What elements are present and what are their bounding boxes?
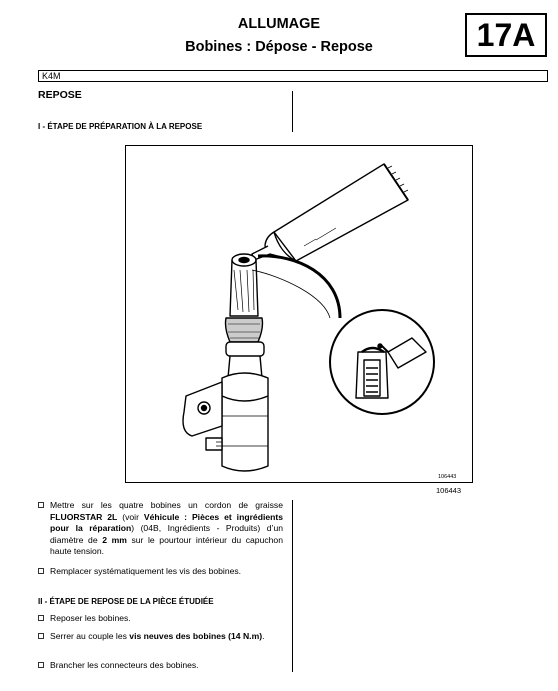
checkbox-bullet-icon [38,502,44,508]
coil-boot [226,254,265,378]
section-title: ALLUMAGE [237,16,321,32]
checkbox-bullet-icon [38,568,44,574]
step1-heading: I - ÉTAPE DE PRÉPARATION À LA REPOSE [38,122,203,131]
figure-frame [125,145,473,483]
reinstall-heading: REPOSE [38,89,82,101]
chapter-number: 17A [465,13,547,57]
list-item [38,660,283,672]
list-item [38,613,283,625]
list-item [38,566,283,578]
list-item-text: Brancher les connecteurs des bobines. [50,660,199,670]
coil-body [183,373,268,471]
list-item [38,631,283,643]
checkbox-bullet-icon [38,615,44,621]
column-divider-lower [292,500,293,672]
list-item [38,500,283,558]
grease-tube [248,164,409,261]
step2-heading: II - ÉTAPE DE REPOSE DE LA PIÈCE ÉTUDIÉE [38,597,214,606]
coil-grease-illustration [126,146,472,482]
callout-line [258,256,340,318]
engine-code: K4M [38,70,548,82]
list-item-text: Reposer les bobines. [50,613,131,623]
list-item-text: Serrer au couple les vis neuves des bobines (14 N.m). [50,631,265,641]
zoom-detail [330,310,434,414]
callout-line-thin [252,270,330,318]
column-divider [292,91,293,132]
list-item-text: Remplacer systématiquement les vis des bobines. [50,566,242,576]
figure-number: 106443 [436,486,462,495]
checkbox-bullet-icon [38,633,44,639]
page-title: Bobines : Dépose - Repose [185,39,373,55]
figure-number-inner: 106443 [438,474,457,480]
checkbox-bullet-icon [38,662,44,668]
list-item-text: Mettre sur les quatre bobines un cordon de graisse FLUORSTAR 2L (voir Véhicule : Pièces et ingrédients pour la réparation) (04B, Ingrédients - Produits) d’un diamètre de 2 mm sur le pourtour intérieur du capuchon haute tension. [50,500,284,556]
